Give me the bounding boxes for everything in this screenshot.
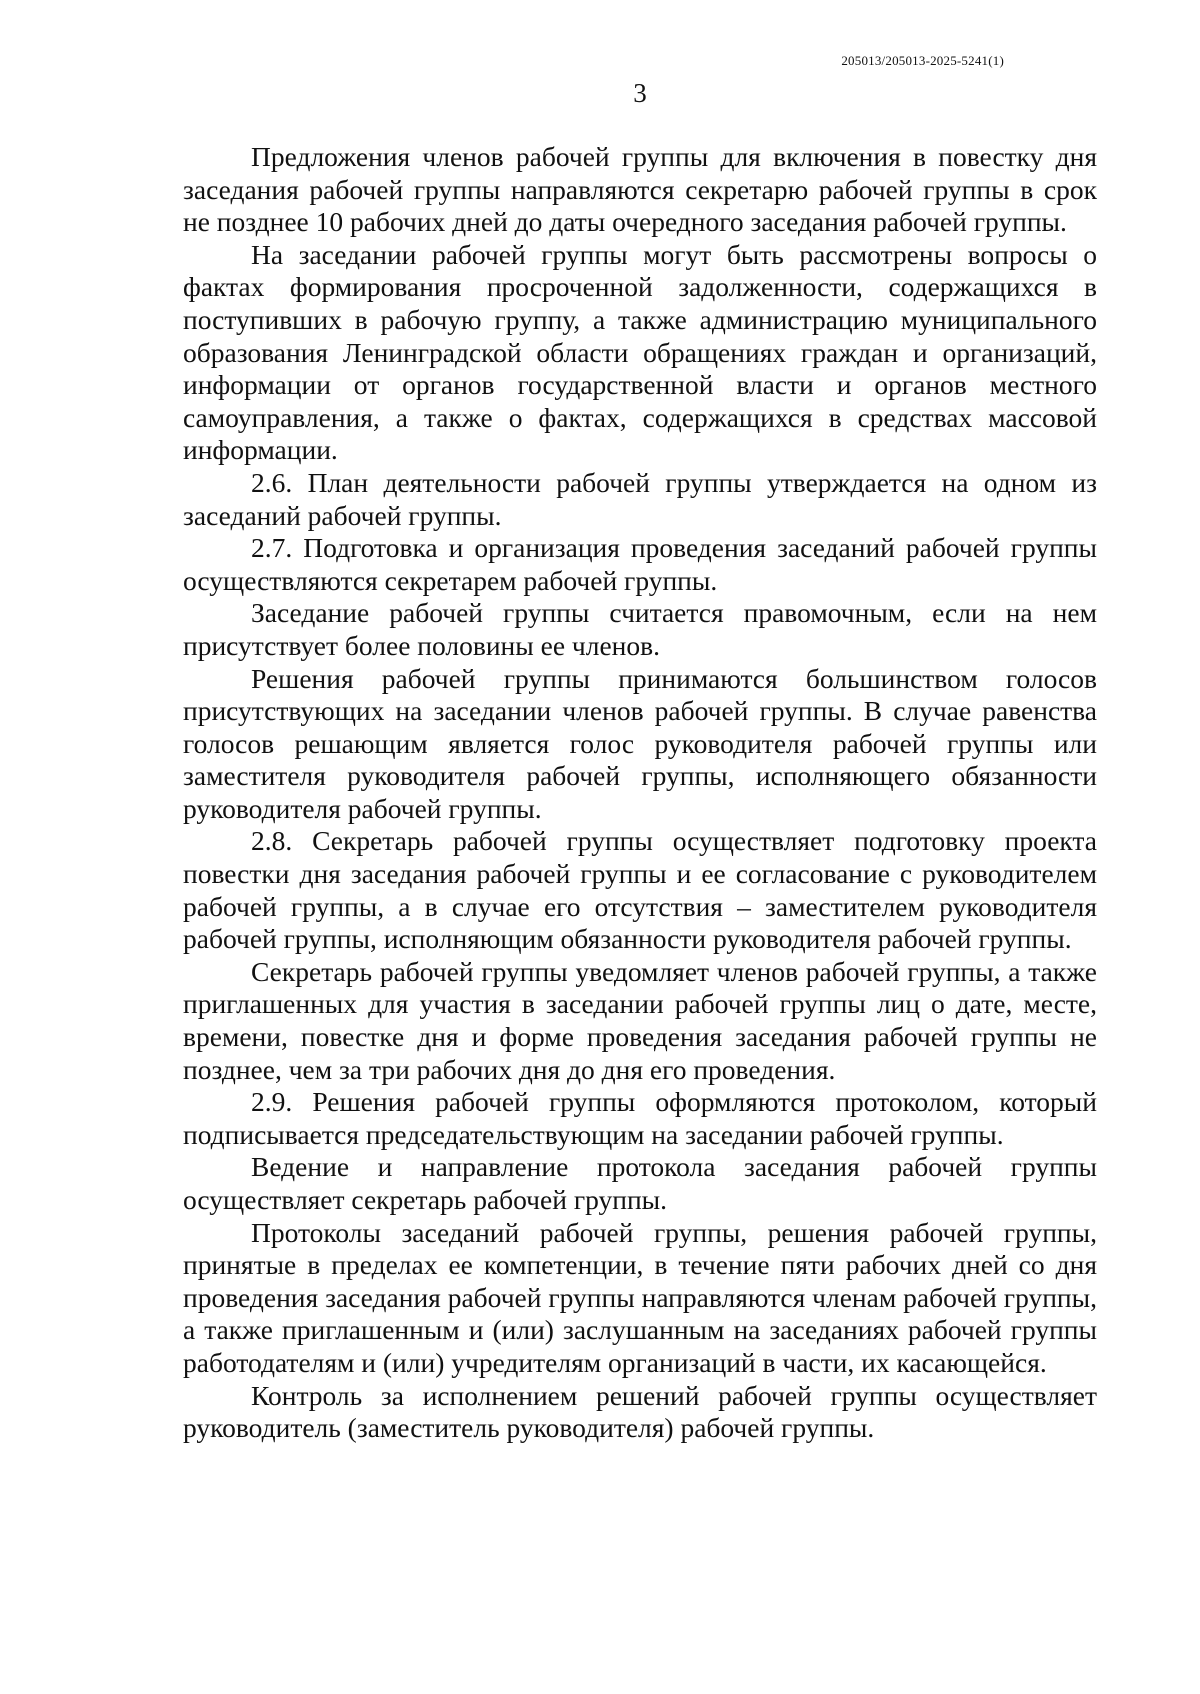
page-number: 3: [633, 78, 647, 108]
paragraph-control: Контроль за исполнением решений рабочей группы осуществляет руководитель (заместитель руководителя) рабочей группы.: [183, 1379, 1097, 1444]
document-body: [183, 141, 1097, 1445]
paragraph-2-6: 2.6. План деятельности рабочей группы утверждается на одном из заседаний рабочей группы.: [183, 466, 1097, 531]
paragraph-protocol-distribution: Протоколы заседаний рабочей группы, решения рабочей группы, принятые в пределах ее компетенции, в течение пяти рабочих дней со дня проведения заседания рабочей группы направляются членам рабочей группы, а также приглашенным и (или) заслушанным на заседаниях рабочей группы работодателям и (или) учредителям организаций в части, их касающейся.: [183, 1216, 1097, 1378]
paragraph-notification: Секретарь рабочей группы уведомляет членов рабочей группы, а также приглашенных для участия в заседании рабочей группы лиц о дате, месте, времени, повестке дня и форме проведения заседания рабочей группы не позднее, чем за три рабочих дня до дня его проведения.: [183, 955, 1097, 1085]
document-id: 205013/205013-2025-5241(1): [841, 53, 1004, 68]
paragraph-protocol: Ведение и направление протокола заседания рабочей группы осуществляет секретарь рабочей группы.: [183, 1151, 1097, 1215]
paragraph-decisions: Решения рабочей группы принимаются большинством голосов присутствующих на заседании членов рабочей группы. В случае равенства голосов решающим является голос руководителя рабочей группы или заместителя руководителя рабочей группы, исполняющего обязанности руководителя рабочей группы.: [183, 662, 1097, 824]
paragraph-quorum: Заседание рабочей группы считается правомочным, если на нем присутствует более половины ее членов.: [183, 597, 1097, 661]
paragraph-questions: На заседании рабочей группы могут быть рассмотрены вопросы о фактах формирования просроченной задолженности, содержащихся в поступивших в рабочую группу, а также администрацию муниципального образования Ленинградской области обращениях граждан и организаций, информации от органов государственной власти и органов местного самоуправления, а также о фактах, содержащихся в средствах массовой информации.: [183, 238, 1097, 466]
paragraph-proposals: Предложения членов рабочей группы для включения в повестку дня заседания рабочей группы направляются секретарю рабочей группы в срок не позднее 10 рабочих дней до даты очередного заседания рабочей группы.: [183, 141, 1097, 238]
paragraph-2-7: 2.7. Подготовка и организация проведения заседаний рабочей группы осуществляются секретарем рабочей группы.: [183, 532, 1097, 596]
paragraph-2-8: 2.8. Секретарь рабочей группы осуществляет подготовку проекта повестки дня заседания рабочей группы и ее согласование с руководителем рабочей группы, а в случае его отсутствия – заместителем руководителя рабочей группы, исполняющим обязанности руководителя рабочей группы.: [183, 825, 1097, 955]
paragraph-2-9: 2.9. Решения рабочей группы оформляются протоколом, который подписывается председательствующим на заседании рабочей группы.: [183, 1086, 1097, 1150]
